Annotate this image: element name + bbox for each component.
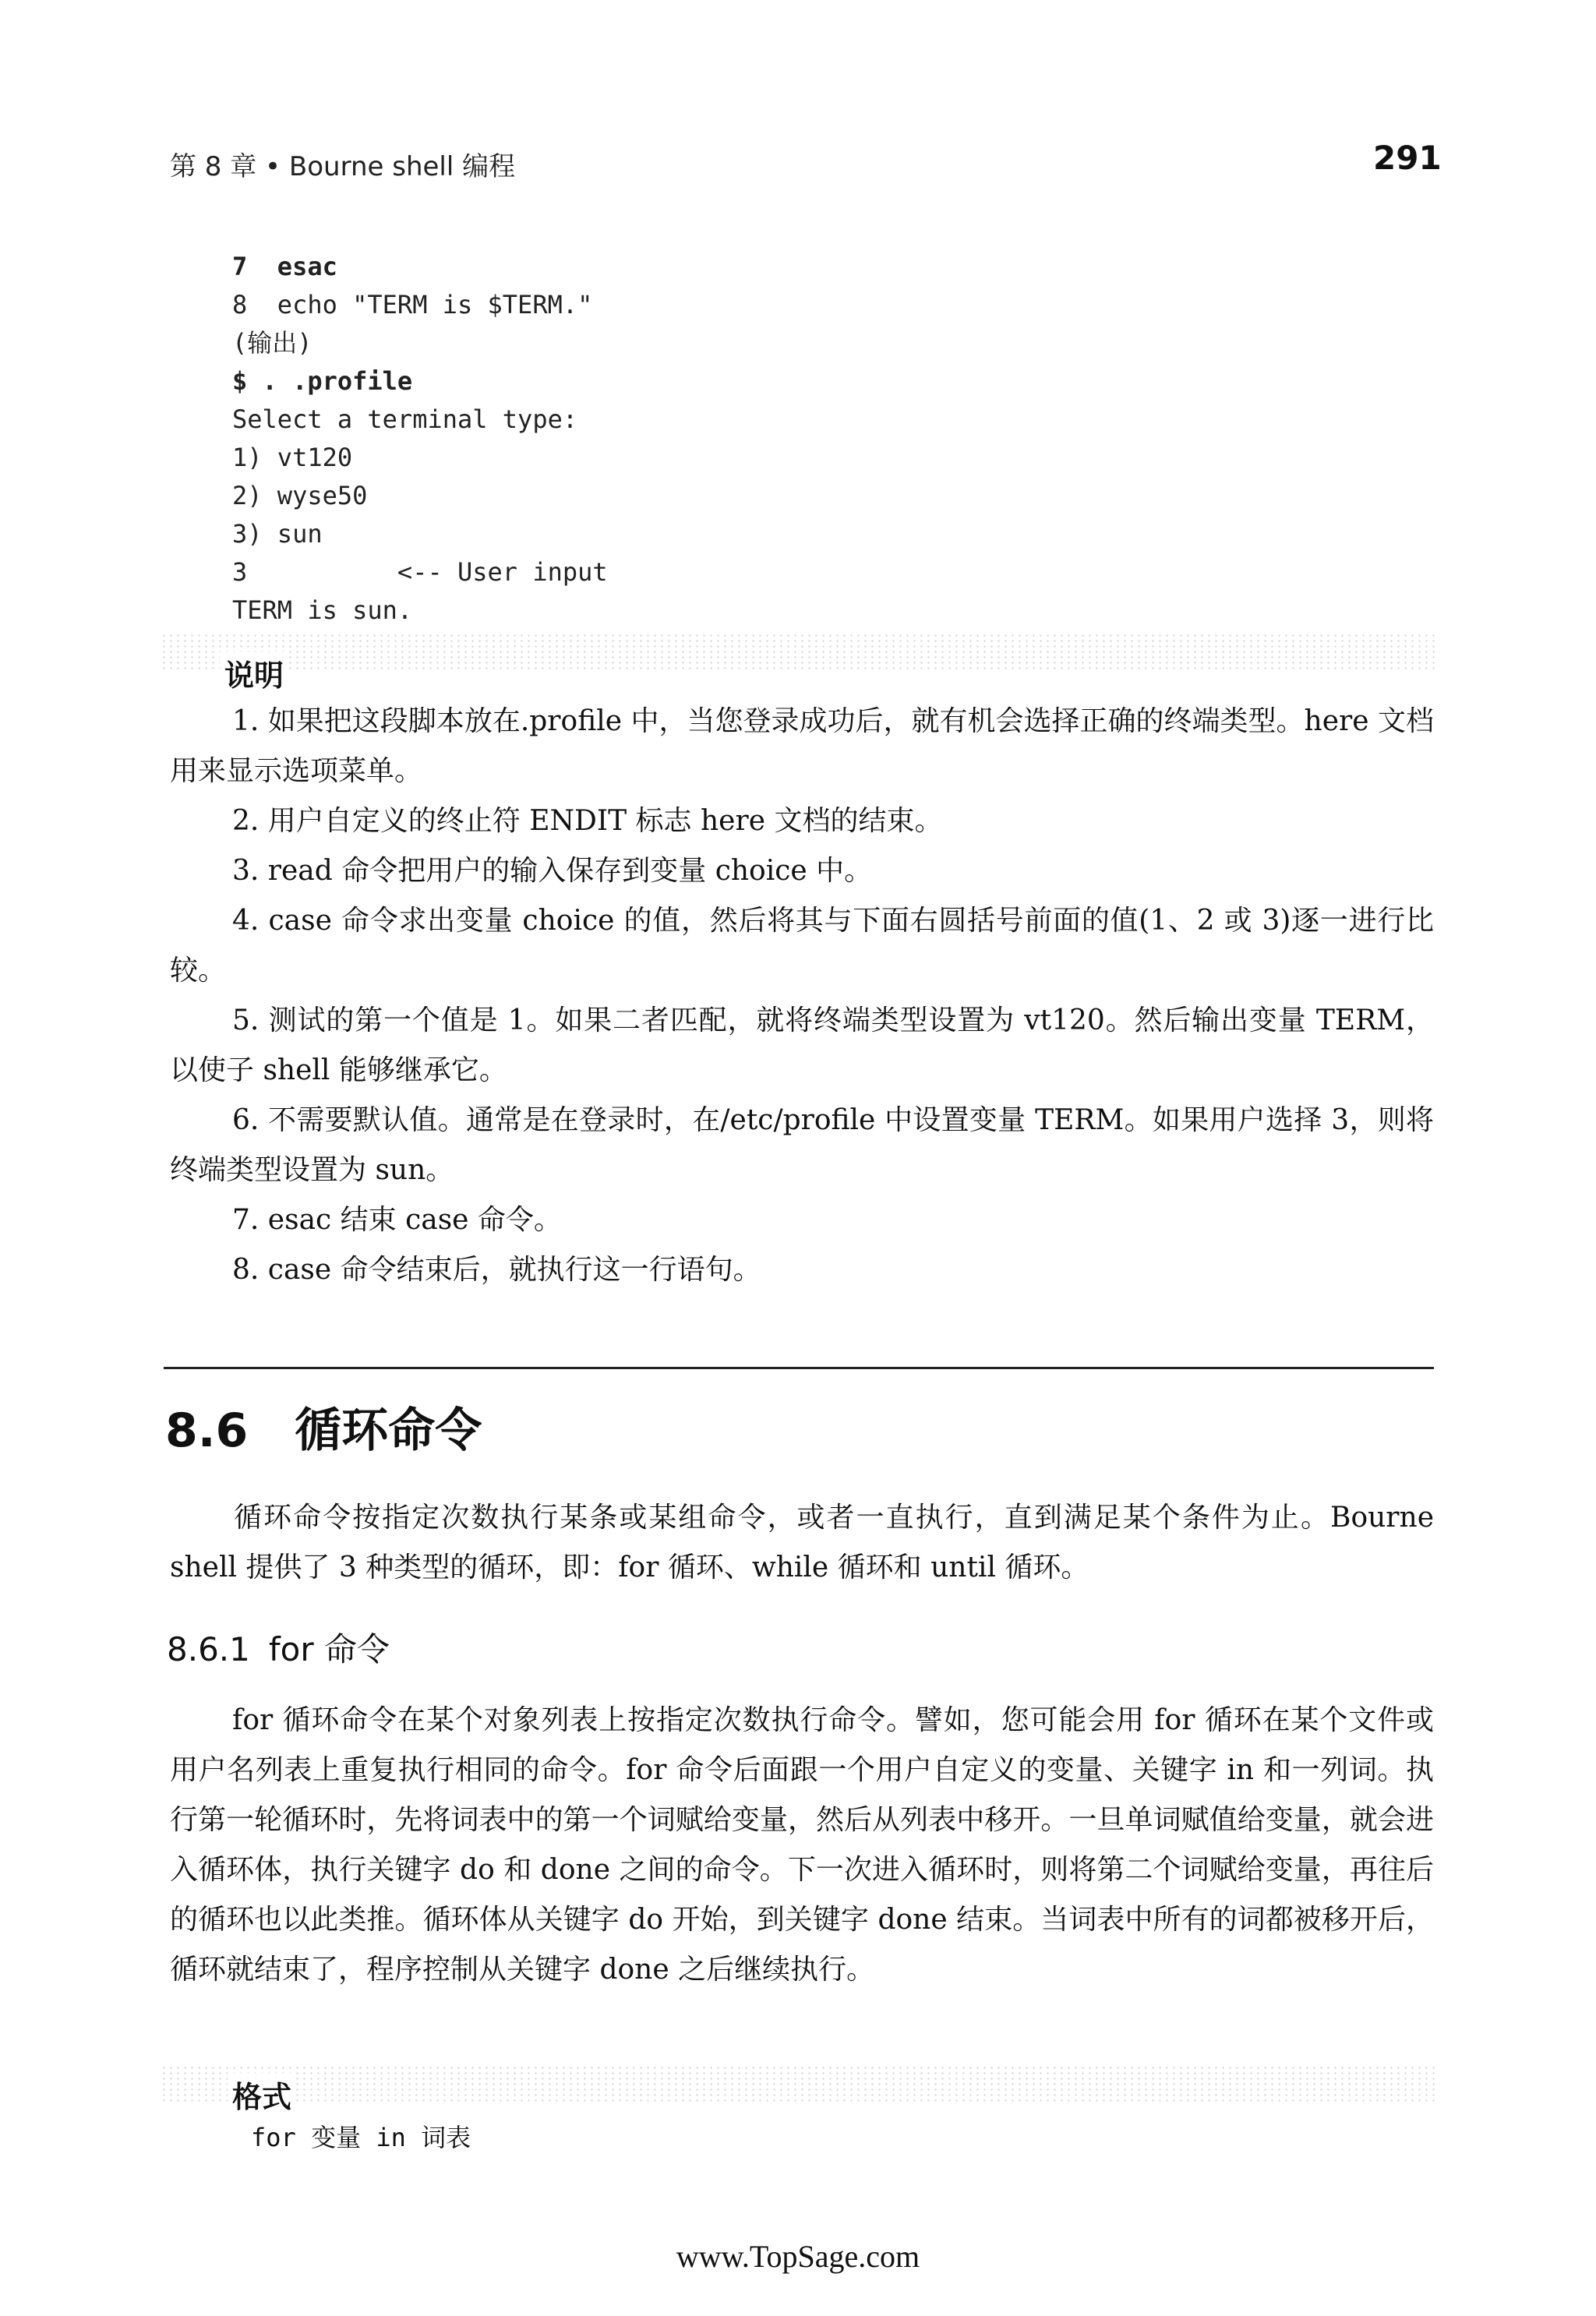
page-number: 291 bbox=[1373, 139, 1442, 177]
explanation-item: 8. case 命令结束后，就执行这一行语句。 bbox=[232, 1254, 761, 1286]
explanation-label: 说明 bbox=[220, 651, 288, 694]
explanation-item: 1. 如果把这段脚本放在.profile 中，当您登录成功后，就有机会选择正确的终端类型。here 文档用来显示选项菜单。 bbox=[170, 705, 1434, 787]
explanation-item: 5. 测试的第一个值是 1。如果二者匹配，就将终端类型设置为 vt120。然后输出变量 TERM，以使子 shell 能够继承它。 bbox=[170, 1004, 1434, 1086]
code-line: 8 echo "TERM is $TERM." bbox=[232, 290, 593, 320]
explanation-item: 2. 用户自定义的终止符 ENDIT 标志 here 文档的结束。 bbox=[232, 805, 943, 837]
explanation-item: 4. case 命令求出变量 choice 的值，然后将其与下面右圆括号前面的值(1、2 或 3)逐一进行比较。 bbox=[170, 905, 1434, 987]
format-label: 格式 bbox=[228, 2073, 296, 2116]
subsection-title: for 命令 bbox=[268, 1630, 390, 1668]
subsection-heading bbox=[167, 1624, 390, 1671]
explanation-item: 6. 不需要默认值。通常是在登录时，在/etc/profile 中设置变量 TERM。如果用户选择 3，则将终端类型设置为 sun。 bbox=[170, 1104, 1434, 1186]
format-syntax: for 变量 in 词表 bbox=[251, 2123, 471, 2152]
code-line: 7 esac bbox=[232, 252, 337, 281]
section-intro: 循环命令按指定次数执行某条或某组命令，或者一直执行，直到满足某个条件为止。Bourne shell 提供了 3 种类型的循环，即：for 循环、while 循环和 until 循环。 bbox=[170, 1502, 1434, 1583]
code-line: 3 <-- User input bbox=[232, 557, 608, 587]
code-line: $ . .profile bbox=[232, 366, 413, 396]
footer-url: www.TopSage.com bbox=[676, 2239, 920, 2274]
scan-noise-band bbox=[161, 633, 1439, 670]
code-line: Select a terminal type: bbox=[232, 404, 578, 434]
code-line: TERM is sun. bbox=[232, 595, 413, 625]
subsection-number: 8.6.1 bbox=[167, 1630, 250, 1668]
code-output-block bbox=[232, 248, 608, 630]
code-line: 3) sun bbox=[232, 519, 323, 549]
running-header: 第 8 章 • Bourne shell 编程 bbox=[170, 151, 516, 182]
section-number: 8.6 bbox=[165, 1403, 249, 1458]
subsection-body: for 循环命令在某个对象列表上按指定次数执行命令。譬如，您可能会用 for 循环在某个文件或用户名列表上重复执行相同的命令。for 命令后面跟一个用户自定义的变量、关键字 in 和一列词。执行第一轮循环时，先将词表中的第一个词赋给变量，然后从列表中移开。一旦单词赋值给变量，就会进入循环体，执行关键字 do 和 done 之间的命令。下一次进入循环时，则将第二个词赋给变量，再往后的循环也以此类推。循环体从关键字 do 开始，到关键字 done 结束。当词表中所有的词都被移开后，循环就结束了，程序控制从关键字 done 之后继续执行。 bbox=[170, 1704, 1434, 1986]
section-divider bbox=[164, 1367, 1434, 1369]
explanation-item: 3. read 命令把用户的输入保存到变量 choice 中。 bbox=[232, 855, 873, 887]
explanation-item: 7. esac 结束 case 命令。 bbox=[232, 1204, 562, 1236]
code-line: 2) wyse50 bbox=[232, 481, 368, 510]
code-line: (输出) bbox=[232, 328, 312, 358]
section-title: 循环命令 bbox=[295, 1403, 482, 1458]
scan-noise-band bbox=[161, 2065, 1439, 2102]
section-heading bbox=[165, 1393, 482, 1460]
code-line: 1) vt120 bbox=[232, 443, 353, 472]
